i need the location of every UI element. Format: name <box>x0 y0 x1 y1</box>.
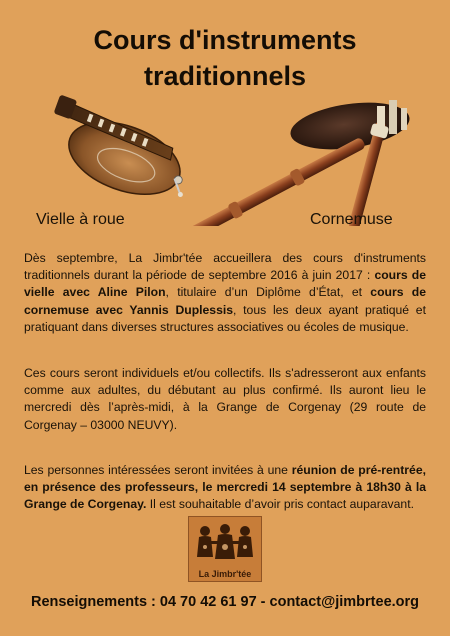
p1-bold-cornemuse: cours de cornemuse avec Yannis Duplessis <box>24 285 426 317</box>
p3-bold-meeting: réunion de pré-rentrée, en présence des professeurs, le mercredi 14 septembre à 18h30 à la Grange de Corgenay. <box>24 463 426 512</box>
p3-text-2: Il est souhaitable d’avoir pris contact auparavant. <box>146 497 414 512</box>
contact-footer: Renseignements : 04 70 42 61 97 - contact@jimbrtee.org <box>30 594 420 610</box>
cornemuse-caption: Cornemuse <box>310 211 393 228</box>
vielle-caption: Vielle à roue <box>36 211 125 228</box>
p1-text-3: , tous les deux ayant pratiqué et pratiquant dans diverses structures associatives ou écoles de musique. <box>24 302 426 334</box>
bagpipe-image <box>145 96 420 226</box>
p1-text-1: Dès septembre, La Jimbr'tée accueillera des cours d'instruments traditionnels durant la période de septembre 2016 à juin 2017 : <box>24 251 426 283</box>
logo-name: La Jimbr'tée <box>198 569 252 579</box>
jimbrtee-logo <box>188 516 262 582</box>
title-line-1: Cours d'instruments <box>93 25 357 55</box>
logo-dancers-icon <box>189 517 261 569</box>
title-line-2: traditionnels <box>143 61 306 91</box>
page-title <box>0 22 450 94</box>
p3-text-1: Les personnes intéressées seront invitées à une <box>24 463 292 477</box>
p1-bold-vielle: cours de vielle avec Aline Pilon <box>24 268 426 300</box>
paragraph-details: Ces cours seront individuels et/ou collectifs. Ils s'adresseront aux enfants comme aux adultes, du débutant au plus confirmé. Ils auront lieu le mercredi dès l’après-midi, à la Grange de Corgenay (29 route de Corgenay – 03000 NEUVY). <box>24 366 426 432</box>
paragraph-meeting <box>24 462 426 514</box>
p1-text-2: , titulaire d’un Diplôme d’État, et <box>165 285 371 300</box>
paragraph-intro <box>24 250 426 336</box>
